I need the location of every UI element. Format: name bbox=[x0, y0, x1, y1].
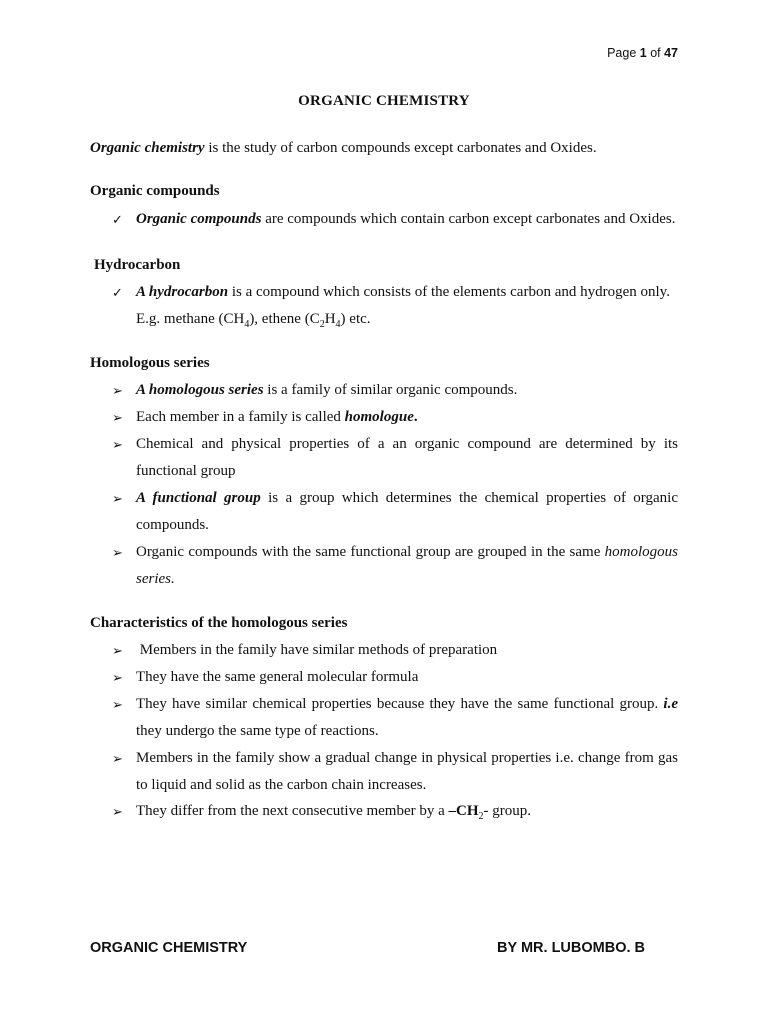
intro-paragraph: Organic chemistry is the study of carbon compounds except carbonates and Oxides. bbox=[90, 140, 597, 156]
arrowhead-bullet-icon: ➢ bbox=[112, 383, 123, 398]
list-item: ➢ A functional group is a group which determines the chemical properties of organic compounds. bbox=[112, 485, 678, 539]
arrowhead-bullet-icon: ➢ bbox=[112, 643, 123, 658]
arrowhead-bullet-icon: ➢ bbox=[112, 670, 123, 685]
list-item: ➢ Members in the family show a gradual change in physical properties i.e. change from gas to liquid and solid as the carbon chain increases. bbox=[112, 745, 678, 799]
page-number: Page 1 of 47 bbox=[607, 46, 678, 60]
arrowhead-bullet-icon: ➢ bbox=[112, 697, 123, 712]
list-item: ➢ They have the same general molecular formula bbox=[112, 664, 678, 691]
list-item: ✓ A hydrocarbon is a compound which consists of the elements carbon and hydrogen only. E.g. methane $(CH_4)$, ethene $(C_2H_4)$ etc. bbox=[112, 279, 678, 338]
arrowhead-bullet-icon: ➢ bbox=[112, 410, 123, 425]
heading-hydrocarbon: Hydrocarbon bbox=[94, 257, 181, 273]
heading-homologous-series: Homologous series bbox=[90, 355, 210, 371]
arrowhead-bullet-icon: ➢ bbox=[112, 491, 123, 506]
arrowhead-bullet-icon: ➢ bbox=[112, 545, 123, 560]
arrowhead-bullet-icon: ➢ bbox=[112, 437, 123, 452]
list-item: ✓ Organic compounds are compounds which contain carbon except carbonates and Oxides. bbox=[112, 206, 678, 233]
list-item: ➢ Members in the family have similar methods of preparation bbox=[112, 637, 678, 664]
footer-author: BY MR. LUBOMBO. B bbox=[497, 940, 645, 956]
page-title: ORGANIC CHEMISTRY bbox=[298, 93, 470, 109]
list-item: ➢ Each member in a family is called homologue. bbox=[112, 404, 678, 431]
footer-title: ORGANIC CHEMISTRY bbox=[90, 940, 248, 956]
list-item: ➢ A homologous series is a family of similar organic compounds. bbox=[112, 377, 678, 404]
heading-organic-compounds: Organic compounds bbox=[90, 183, 220, 199]
arrowhead-bullet-icon: ➢ bbox=[112, 751, 123, 766]
check-icon: ✓ bbox=[112, 285, 123, 300]
heading-characteristics: Characteristics of the homologous series bbox=[90, 615, 348, 631]
check-icon: ✓ bbox=[112, 212, 123, 227]
list-item: ➢ Organic compounds with the same functional group are grouped in the same homologous series. bbox=[112, 539, 678, 593]
list-item: ➢ Chemical and physical properties of a an organic compound are determined by its functional group bbox=[112, 431, 678, 485]
list-item: ➢ They differ from the next consecutive member by a $-CH_2-$ group. bbox=[112, 798, 678, 830]
list-item: ➢ They have similar chemical properties because they have the same functional group. i.e they undergo the same type of reactions. bbox=[112, 691, 678, 745]
arrowhead-bullet-icon: ➢ bbox=[112, 804, 123, 819]
